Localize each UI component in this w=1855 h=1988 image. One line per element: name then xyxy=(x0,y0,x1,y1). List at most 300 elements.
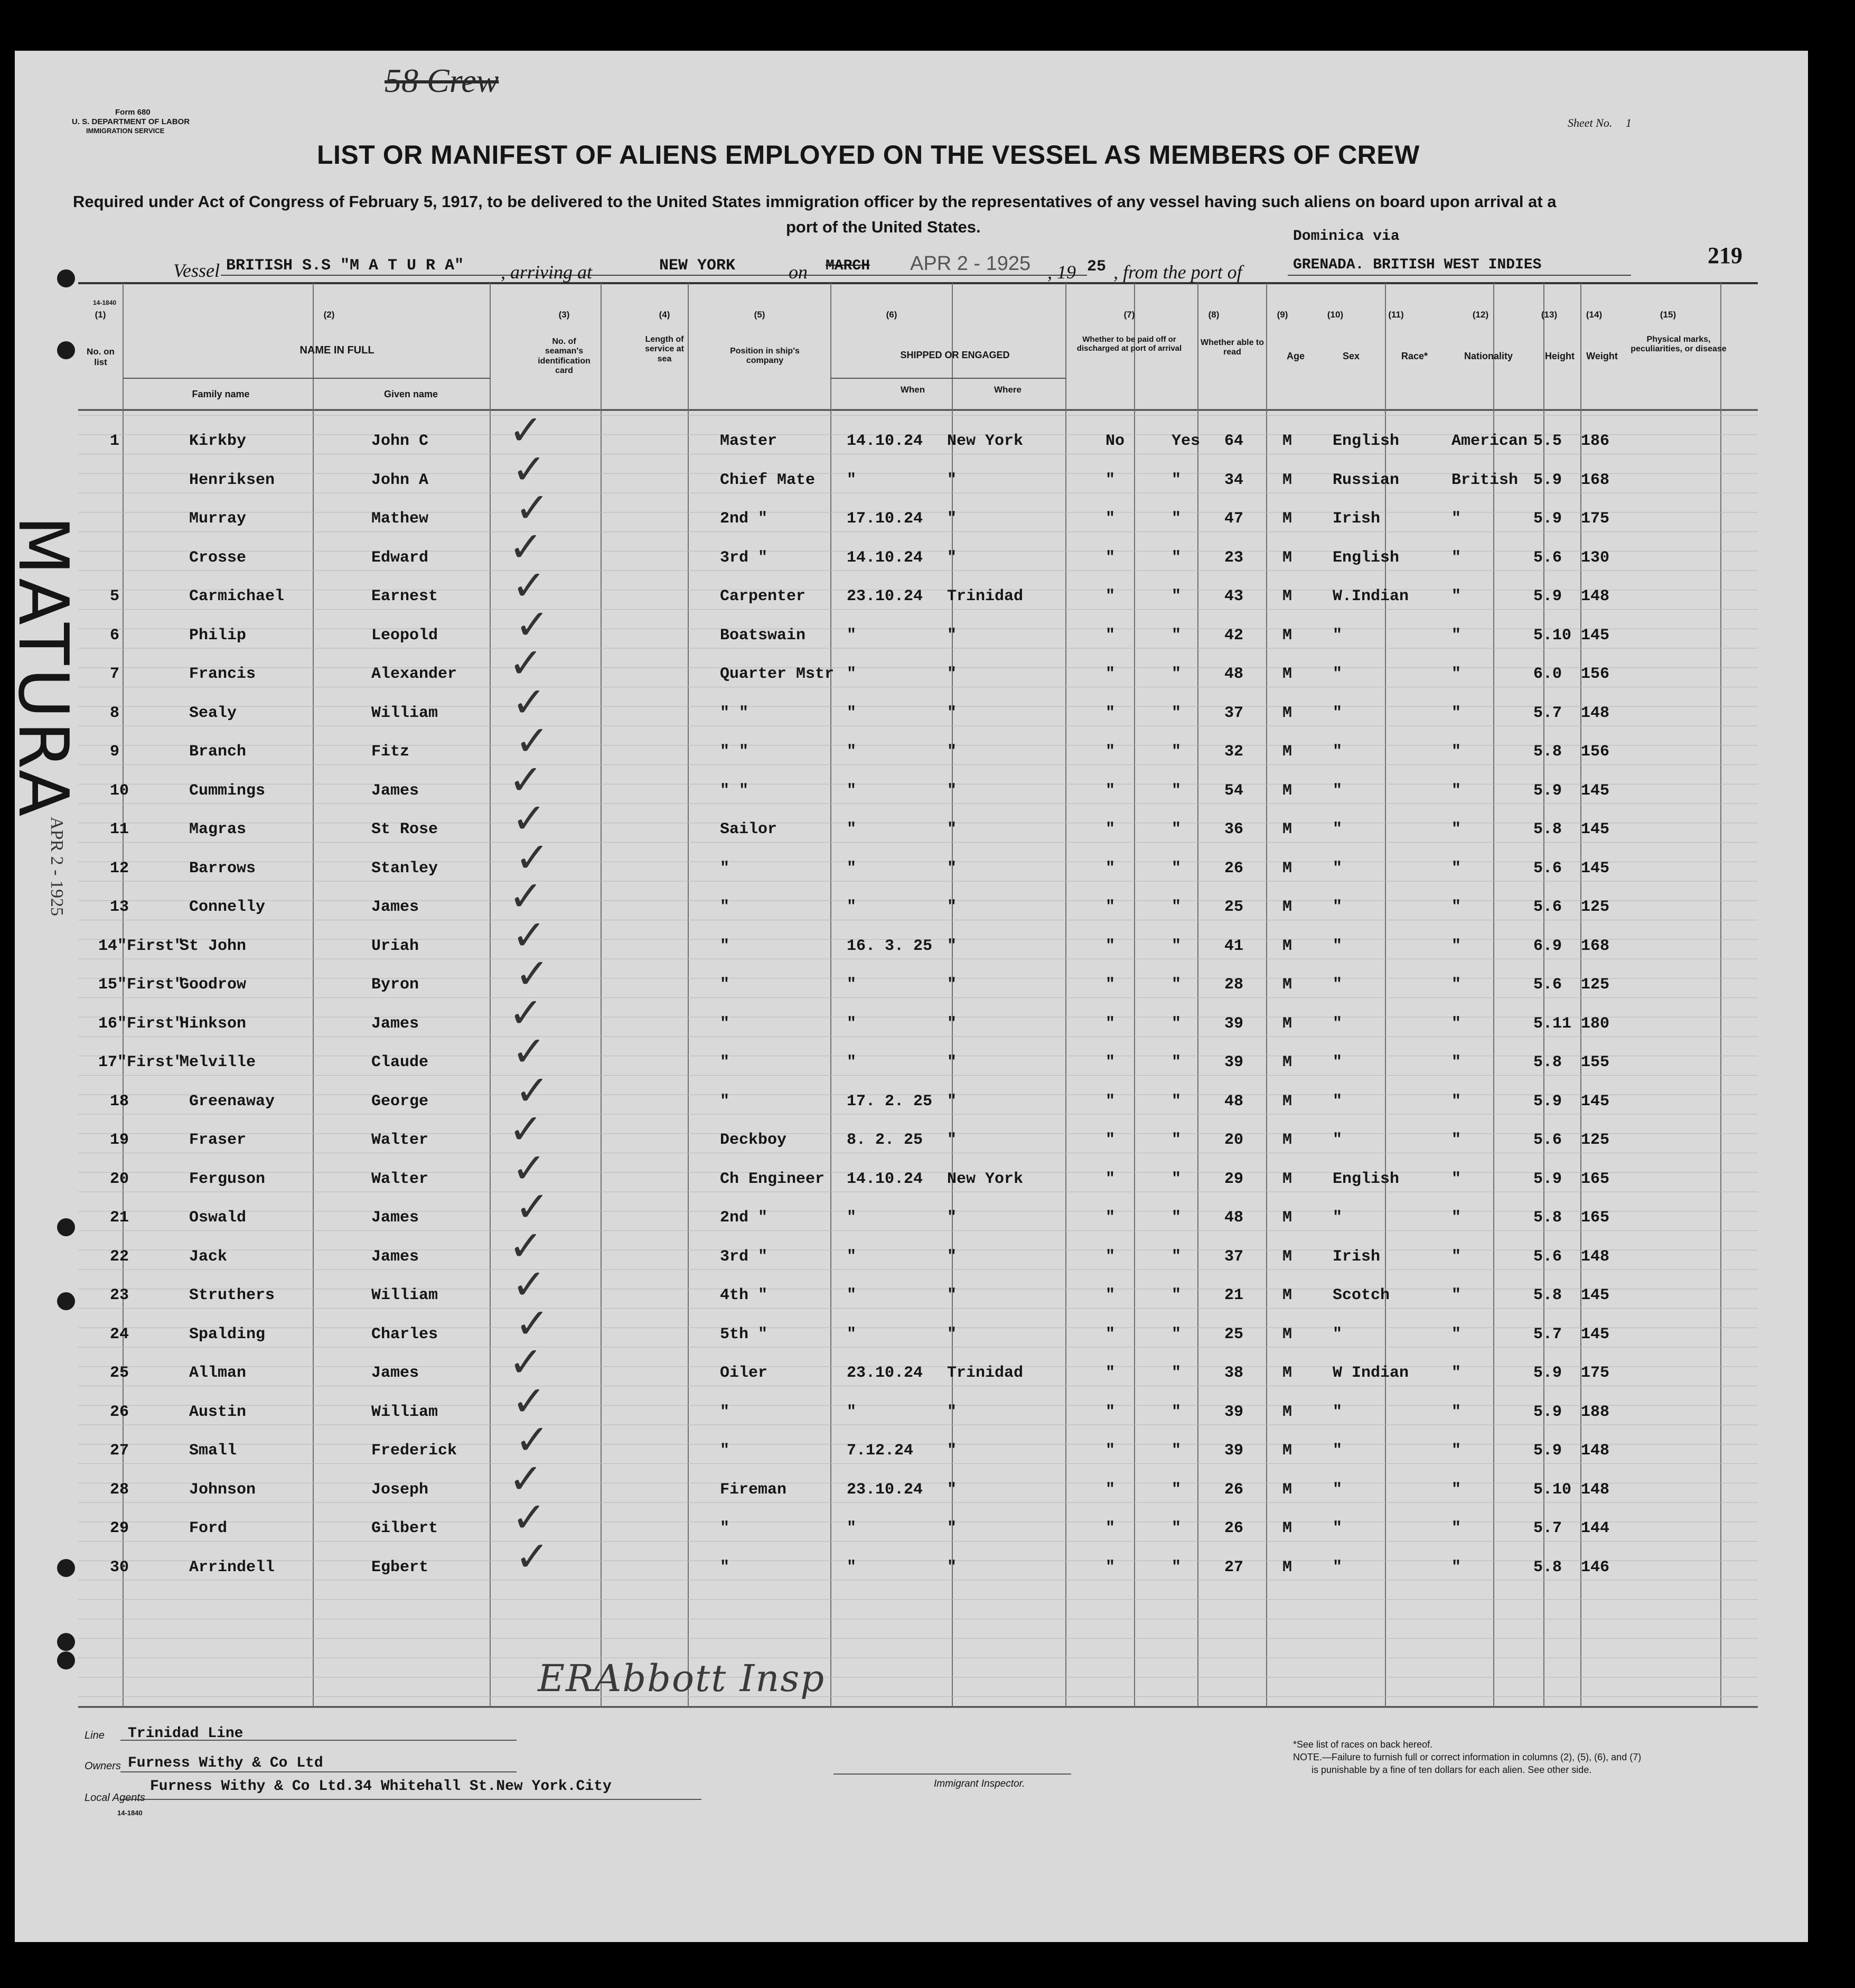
race: " xyxy=(1333,1014,1343,1033)
family-name: Hinkson xyxy=(180,1014,247,1033)
checkmark-icon: ✓ xyxy=(512,1144,547,1192)
shipped-when: " xyxy=(847,665,857,683)
able-to-read: " xyxy=(1172,587,1182,605)
sex: M xyxy=(1282,704,1292,722)
shipped-when: " xyxy=(847,1053,857,1071)
sex: M xyxy=(1282,1247,1292,1266)
given-name: Earnest xyxy=(371,587,438,605)
position: 3rd " xyxy=(720,548,768,567)
given-name: St Rose xyxy=(371,820,438,838)
race: " xyxy=(1333,665,1343,683)
note-fine: is punishable by a fine of ten dollars for each alien. See other side. xyxy=(1311,1765,1592,1775)
checkmark-icon: ✓ xyxy=(515,484,550,532)
height: 5.8 xyxy=(1533,1558,1562,1576)
paid-off: " xyxy=(1105,820,1116,838)
shipped-when: " xyxy=(847,781,857,800)
sex: M xyxy=(1282,859,1292,878)
sex: M xyxy=(1282,587,1292,605)
shipped-when: " xyxy=(847,626,857,645)
age: 43 xyxy=(1224,587,1244,605)
sex: M xyxy=(1282,1131,1292,1149)
shipped-where: " xyxy=(947,1519,957,1537)
family-name: Fraser xyxy=(189,1131,247,1149)
vessel-label: Vessel xyxy=(173,260,220,281)
height: 5.9 xyxy=(1533,1442,1562,1460)
family-name: Murray xyxy=(189,510,247,528)
row-number: 5 xyxy=(110,587,120,605)
subtitle-2: port of the United States. xyxy=(786,218,981,236)
shipped-when: " xyxy=(847,1519,857,1537)
checkmark-icon: ✓ xyxy=(512,678,547,726)
weight: 125 xyxy=(1581,1131,1610,1149)
given-name: William xyxy=(371,704,438,722)
checkmark-icon: ✓ xyxy=(515,834,550,882)
race: English xyxy=(1333,432,1400,450)
able-to-read: " xyxy=(1172,548,1182,567)
checkmark-icon: ✓ xyxy=(515,1300,550,1348)
row-number: 24 xyxy=(110,1325,129,1343)
table-grid xyxy=(15,51,1808,1942)
row-number: 16"First" xyxy=(98,1014,184,1033)
age: 21 xyxy=(1224,1286,1244,1304)
position: Carpenter xyxy=(720,587,806,605)
column-number: (8) xyxy=(1208,310,1220,320)
position: " xyxy=(720,1442,730,1460)
race: " xyxy=(1333,626,1343,645)
column-number: (2) xyxy=(323,310,335,320)
age: 26 xyxy=(1224,1480,1244,1499)
able-to-read: " xyxy=(1172,937,1182,955)
race: " xyxy=(1333,976,1343,994)
family-name: Barrows xyxy=(189,859,256,878)
paid-off: " xyxy=(1105,781,1116,800)
nationality: " xyxy=(1451,665,1461,683)
sex: M xyxy=(1282,1480,1292,1499)
given-name: Claude xyxy=(371,1053,429,1071)
given-name: Byron xyxy=(371,976,419,994)
weight: 188 xyxy=(1581,1403,1610,1421)
row-number: 18 xyxy=(110,1092,129,1110)
age: 25 xyxy=(1224,898,1244,916)
header-read: Whether able to read xyxy=(1201,338,1264,357)
age: 39 xyxy=(1224,1442,1244,1460)
row-number: 27 xyxy=(110,1442,129,1460)
height: 5.9 xyxy=(1533,781,1562,800)
checkmark-icon: ✓ xyxy=(509,1222,544,1270)
sex: M xyxy=(1282,1053,1292,1071)
shipped-where: " xyxy=(947,548,957,567)
on-label: on xyxy=(789,262,808,283)
paid-off: " xyxy=(1105,1325,1116,1343)
owners-label: Owners xyxy=(85,1760,121,1772)
sex: M xyxy=(1282,1325,1292,1343)
paid-off: " xyxy=(1105,626,1116,645)
paid-off: " xyxy=(1105,704,1116,722)
given-name: John C xyxy=(371,432,429,450)
paid-off: " xyxy=(1105,743,1116,761)
given-name: James xyxy=(371,1014,419,1033)
sex: M xyxy=(1282,1442,1292,1460)
column-number: (5) xyxy=(754,310,765,320)
height: 5.6 xyxy=(1533,859,1562,878)
sex: M xyxy=(1282,510,1292,528)
family-name: Philip xyxy=(189,626,247,645)
given-name: Uriah xyxy=(371,937,419,955)
shipped-when: " xyxy=(847,1209,857,1227)
family-name: Cummings xyxy=(189,781,266,800)
row-number: 19 xyxy=(110,1131,129,1149)
port-value: GRENADA. BRITISH WEST INDIES xyxy=(1293,257,1542,273)
age: 48 xyxy=(1224,1209,1244,1227)
subtitle-1: Required under Act of Congress of February 5, 1917, to be delivered to the United States immigration officer by the representatives of any vessel having such aliens on board upon arrival at a xyxy=(73,192,1557,211)
date-stamp: APR 2 - 1925 xyxy=(910,253,1031,275)
position: Fireman xyxy=(720,1480,787,1499)
nationality: " xyxy=(1451,1014,1461,1033)
header-age: Age xyxy=(1286,351,1305,361)
weight: 168 xyxy=(1581,471,1610,489)
column-number: (4) xyxy=(659,310,670,320)
paid-off: " xyxy=(1105,1286,1116,1304)
checkmark-icon: ✓ xyxy=(509,407,544,454)
paid-off: " xyxy=(1105,665,1116,683)
paid-off: " xyxy=(1105,1053,1116,1071)
nationality: " xyxy=(1451,1325,1461,1343)
able-to-read: " xyxy=(1172,1286,1182,1304)
given-name: Walter xyxy=(371,1131,429,1149)
shipped-where: New York xyxy=(947,432,1024,450)
header-sex: Sex xyxy=(1342,351,1360,361)
height: 5.8 xyxy=(1533,743,1562,761)
able-to-read: " xyxy=(1172,898,1182,916)
column-number: (13) xyxy=(1541,310,1558,320)
position: " " xyxy=(720,743,749,761)
race: " xyxy=(1333,1053,1343,1071)
row-number: 10 xyxy=(110,781,129,800)
sex: M xyxy=(1282,937,1292,955)
sex: M xyxy=(1282,1403,1292,1421)
paid-off: " xyxy=(1105,1364,1116,1382)
family-name: Connelly xyxy=(189,898,266,916)
age: 64 xyxy=(1224,432,1244,450)
punch-hole xyxy=(57,1633,75,1651)
shipped-when: 8. 2. 25 xyxy=(847,1131,923,1149)
shipped-when: 16. 3. 25 xyxy=(847,937,933,955)
able-to-read: " xyxy=(1172,1014,1182,1033)
age: 37 xyxy=(1224,704,1244,722)
shipped-where: " xyxy=(947,898,957,916)
nationality: " xyxy=(1451,1170,1461,1188)
weight: 155 xyxy=(1581,1053,1610,1071)
given-name: William xyxy=(371,1286,438,1304)
checkmark-icon: ✓ xyxy=(509,1106,544,1153)
race: " xyxy=(1333,704,1343,722)
able-to-read: " xyxy=(1172,1442,1182,1460)
weight: 145 xyxy=(1581,820,1610,838)
shipped-where: " xyxy=(947,704,957,722)
paid-off: " xyxy=(1105,548,1116,567)
family-name: Spalding xyxy=(189,1325,266,1343)
able-to-read: " xyxy=(1172,471,1182,489)
age: 39 xyxy=(1224,1403,1244,1421)
crew-note: 58 Crew xyxy=(385,62,499,99)
shipped-where: " xyxy=(947,1131,957,1149)
age: 26 xyxy=(1224,1519,1244,1537)
row-number: 11 xyxy=(110,820,129,838)
paid-off: " xyxy=(1105,976,1116,994)
height: 5.6 xyxy=(1533,1247,1562,1266)
age: 41 xyxy=(1224,937,1244,955)
age: 23 xyxy=(1224,548,1244,567)
paid-off: " xyxy=(1105,510,1116,528)
weight: 148 xyxy=(1581,704,1610,722)
shipped-when: 23.10.24 xyxy=(847,587,923,605)
position: 4th " xyxy=(720,1286,768,1304)
paid-off: " xyxy=(1105,587,1116,605)
shipped-where: " xyxy=(947,781,957,800)
nationality: " xyxy=(1451,1442,1461,1460)
family-name: Kirkby xyxy=(189,432,247,450)
family-name: Johnson xyxy=(189,1480,256,1499)
page-title: LIST OR MANIFEST OF ALIENS EMPLOYED ON THE VESSEL AS MEMBERS OF CREW xyxy=(317,140,1420,170)
position: Chief Mate xyxy=(720,471,816,489)
position: " xyxy=(720,937,730,955)
position: Sailor xyxy=(720,820,777,838)
header-nationality: Nationality xyxy=(1464,351,1513,361)
given-name: Charles xyxy=(371,1325,438,1343)
note-races: *See list of races on back hereof. xyxy=(1293,1739,1433,1750)
service: IMMIGRATION SERVICE xyxy=(86,127,165,135)
sex: M xyxy=(1282,976,1292,994)
department: U. S. DEPARTMENT OF LABOR xyxy=(72,117,190,126)
manifest-sheet xyxy=(3,51,1808,1942)
age: 29 xyxy=(1224,1170,1244,1188)
age: 37 xyxy=(1224,1247,1244,1266)
nationality: " xyxy=(1451,1558,1461,1576)
given-name: Mathew xyxy=(371,510,429,528)
year-value: 25 xyxy=(1087,258,1107,276)
row-number: 23 xyxy=(110,1286,129,1304)
shipped-when: 17. 2. 25 xyxy=(847,1092,933,1110)
checkmark-icon: ✓ xyxy=(512,911,547,959)
race: " xyxy=(1333,898,1343,916)
race: " xyxy=(1333,1442,1343,1460)
sex: M xyxy=(1282,1209,1292,1227)
shipped-where: " xyxy=(947,1053,957,1071)
shipped-where: " xyxy=(947,1325,957,1343)
row-number: 1 xyxy=(110,432,120,450)
age: 47 xyxy=(1224,510,1244,528)
row-number: 13 xyxy=(110,898,129,916)
able-to-read: " xyxy=(1172,1092,1182,1110)
height: 5.9 xyxy=(1533,1092,1562,1110)
punch-hole xyxy=(57,1292,75,1310)
row-number: 20 xyxy=(110,1170,129,1188)
nationality: " xyxy=(1451,626,1461,645)
given-name: Edward xyxy=(371,548,429,567)
position: 2nd " xyxy=(720,1209,768,1227)
side-ship-name: MATURA xyxy=(3,516,83,820)
checkmark-icon: ✓ xyxy=(515,1416,550,1464)
race: " xyxy=(1333,1092,1343,1110)
header-length-service: Length of service at sea xyxy=(645,335,684,363)
shipped-when: 23.10.24 xyxy=(847,1480,923,1499)
header-name-in-full: NAME IN FULL xyxy=(299,344,374,356)
nationality: " xyxy=(1451,1209,1461,1227)
height: 5.9 xyxy=(1533,587,1562,605)
shipped-when: " xyxy=(847,820,857,838)
family-name: Crosse xyxy=(189,548,247,567)
vessel-value: BRITISH S.S "M A T U R A" xyxy=(226,257,464,275)
nationality: " xyxy=(1451,859,1461,878)
row-number: 17"First" xyxy=(98,1053,184,1071)
shipped-where: " xyxy=(947,859,957,878)
family-name: Sealy xyxy=(189,704,237,722)
header-weight: Weight xyxy=(1586,351,1618,361)
sex: M xyxy=(1282,1519,1292,1537)
shipped-where: " xyxy=(947,1092,957,1110)
page-number: 219 xyxy=(1708,242,1742,268)
nationality: " xyxy=(1451,587,1461,605)
position: Quarter Mstr xyxy=(720,665,835,683)
paid-off: " xyxy=(1105,1403,1116,1421)
shipped-where: " xyxy=(947,1403,957,1421)
header-race: Race* xyxy=(1401,351,1428,361)
shipped-where: " xyxy=(947,665,957,683)
age: 48 xyxy=(1224,665,1244,683)
shipped-where: " xyxy=(947,510,957,528)
column-number: (11) xyxy=(1388,310,1404,320)
checkmark-icon: ✓ xyxy=(512,1261,547,1309)
weight: 145 xyxy=(1581,1092,1610,1110)
given-name: James xyxy=(371,1209,419,1227)
age: 38 xyxy=(1224,1364,1244,1382)
weight: 175 xyxy=(1581,1364,1610,1382)
row-number: 15"First" xyxy=(98,976,184,994)
position: " xyxy=(720,1558,730,1576)
position: " xyxy=(720,1403,730,1421)
weight: 125 xyxy=(1581,976,1610,994)
weight: 165 xyxy=(1581,1209,1610,1227)
family-name: Arrindell xyxy=(189,1558,275,1576)
race: W.Indian xyxy=(1333,587,1409,605)
height: 6.9 xyxy=(1533,937,1562,955)
paid-off: " xyxy=(1105,1170,1116,1188)
row-number: 9 xyxy=(110,743,120,761)
able-to-read: " xyxy=(1172,704,1182,722)
given-name: George xyxy=(371,1092,429,1110)
able-to-read: " xyxy=(1172,743,1182,761)
given-name: Alexander xyxy=(371,665,457,683)
row-number: 8 xyxy=(110,704,120,722)
nationality: " xyxy=(1451,510,1461,528)
agents-value: Furness Withy & Co Ltd.34 Whitehall St.New York.City xyxy=(150,1778,612,1795)
row-number: 12 xyxy=(110,859,129,878)
sex: M xyxy=(1282,432,1292,450)
nationality: " xyxy=(1451,781,1461,800)
shipped-when: 14.10.24 xyxy=(847,548,923,567)
height: 5.10 xyxy=(1533,1480,1572,1499)
checkmark-icon: ✓ xyxy=(515,950,550,998)
position: 3rd " xyxy=(720,1247,768,1266)
shipped-where: Trinidad xyxy=(947,587,1024,605)
weight: 168 xyxy=(1581,937,1610,955)
shipped-when: " xyxy=(847,1247,857,1266)
weight: 130 xyxy=(1581,548,1610,567)
sex: M xyxy=(1282,665,1292,683)
paid-off: " xyxy=(1105,898,1116,916)
weight: 186 xyxy=(1581,432,1610,450)
race: " xyxy=(1333,1519,1343,1537)
paid-off: " xyxy=(1105,1442,1116,1460)
able-to-read: " xyxy=(1172,859,1182,878)
row-number: 21 xyxy=(110,1209,129,1227)
weight: 156 xyxy=(1581,665,1610,683)
family-name: Struthers xyxy=(189,1286,275,1304)
nationality: " xyxy=(1451,820,1461,838)
nationality: " xyxy=(1451,743,1461,761)
age: 26 xyxy=(1224,859,1244,878)
able-to-read: " xyxy=(1172,1053,1182,1071)
given-name: Walter xyxy=(371,1170,429,1188)
position: " xyxy=(720,898,730,916)
column-number: (3) xyxy=(558,310,570,320)
nationality: " xyxy=(1451,976,1461,994)
position: " xyxy=(720,859,730,878)
sex: M xyxy=(1282,743,1292,761)
owners-value: Furness Withy & Co Ltd xyxy=(128,1755,323,1771)
paid-off: " xyxy=(1105,1519,1116,1537)
position: 5th " xyxy=(720,1325,768,1343)
race: " xyxy=(1333,1209,1343,1227)
family-name: Magras xyxy=(189,820,247,838)
family-name: Carmichael xyxy=(189,587,285,605)
header-marks: Physical marks, peculiarities, or disease xyxy=(1631,335,1727,354)
punch-hole xyxy=(57,269,75,287)
nationality: " xyxy=(1451,704,1461,722)
weight: 145 xyxy=(1581,1325,1610,1343)
sex: M xyxy=(1282,781,1292,800)
age: 48 xyxy=(1224,1092,1244,1110)
row-number: 14"First" xyxy=(98,937,184,955)
column-number: (7) xyxy=(1123,310,1135,320)
shipped-where: " xyxy=(947,1480,957,1499)
weight: 125 xyxy=(1581,898,1610,916)
sheet-number: 1 xyxy=(1625,116,1632,129)
line-label: Line xyxy=(85,1730,105,1741)
given-name: Fitz xyxy=(371,743,410,761)
race: " xyxy=(1333,820,1343,838)
line-value: Trinidad Line xyxy=(128,1725,243,1742)
able-to-read: " xyxy=(1172,1325,1182,1343)
shipped-when: " xyxy=(847,1403,857,1421)
paid-off: " xyxy=(1105,1558,1116,1576)
race: " xyxy=(1333,781,1343,800)
height: 5.8 xyxy=(1533,1209,1562,1227)
port-note: Dominica via xyxy=(1293,228,1400,245)
position: " xyxy=(720,976,730,994)
header-position: Position in ship's company xyxy=(730,347,800,366)
checkmark-icon: ✓ xyxy=(509,1455,544,1503)
family-name: Ferguson xyxy=(189,1170,266,1188)
nationality: British xyxy=(1451,471,1519,489)
race: " xyxy=(1333,1131,1343,1149)
checkmark-icon: ✓ xyxy=(515,717,550,765)
nationality: " xyxy=(1451,1092,1461,1110)
nationality: " xyxy=(1451,1364,1461,1382)
shipped-where: " xyxy=(947,1286,957,1304)
inspector-signature: ERAbbott Insp xyxy=(538,1657,826,1700)
height: 5.9 xyxy=(1533,1364,1562,1382)
